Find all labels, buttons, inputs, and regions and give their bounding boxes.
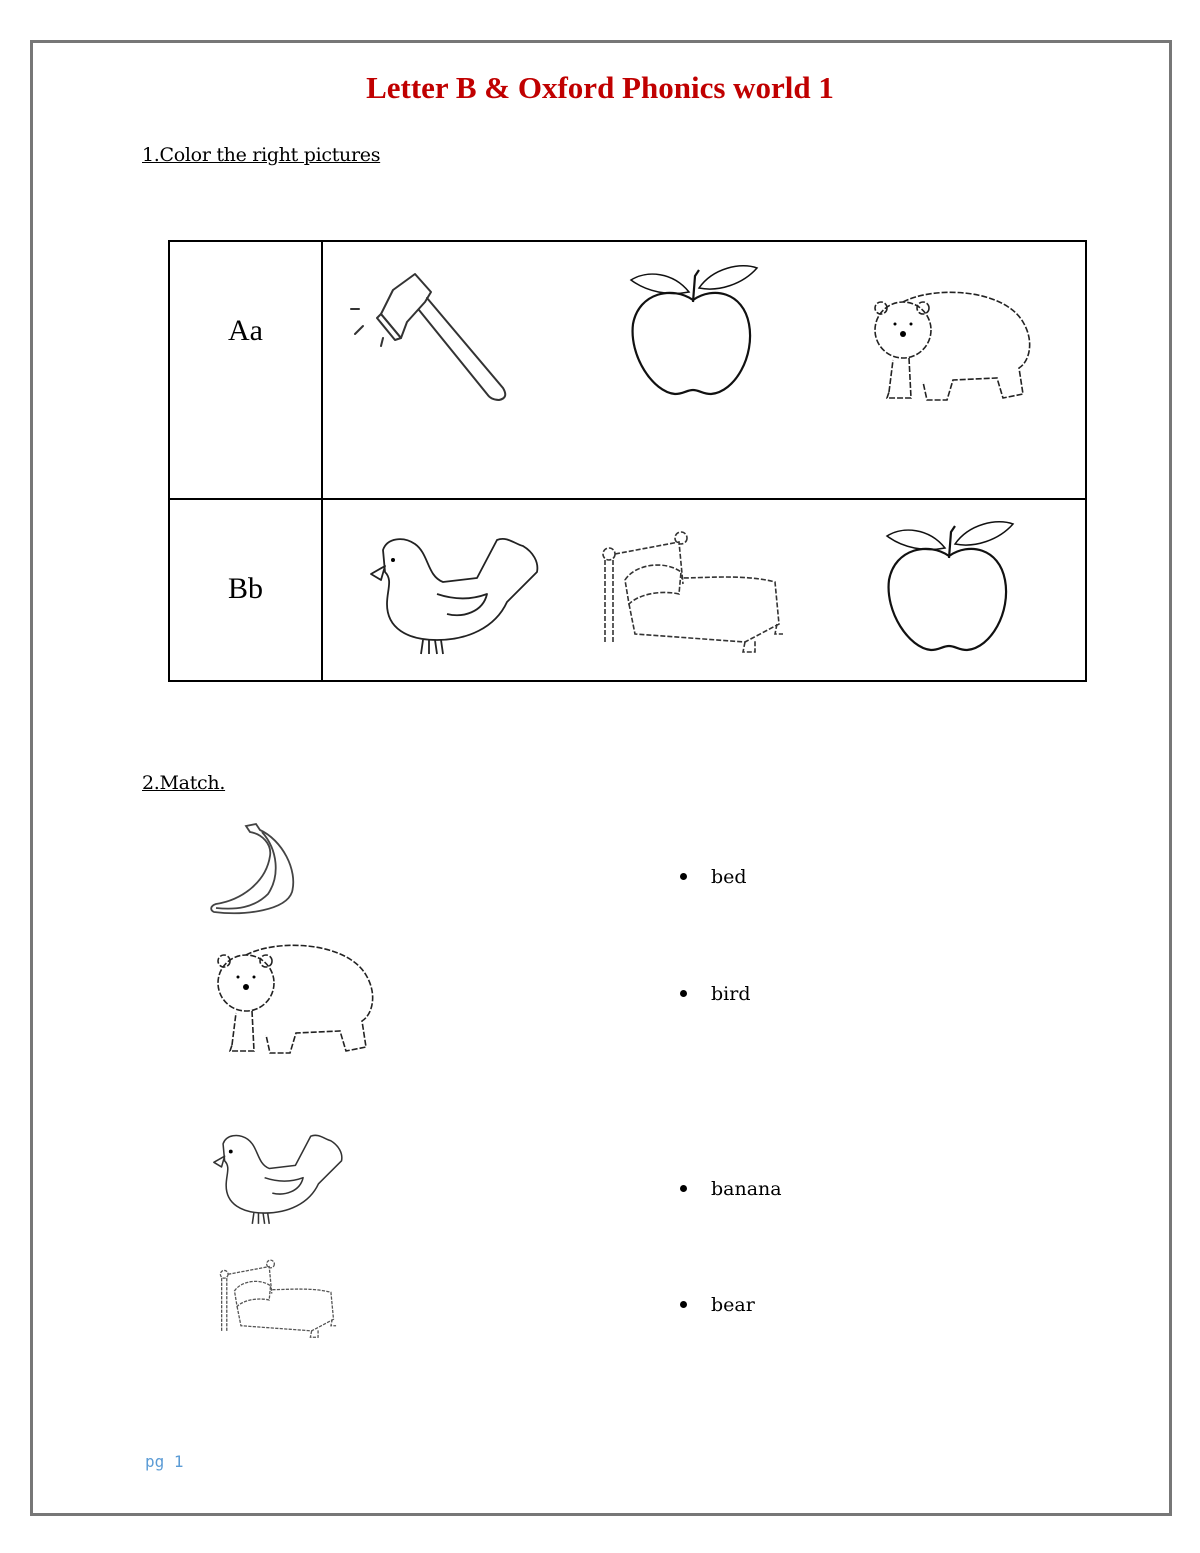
bird-picture[interactable]: [367, 532, 547, 662]
axe-picture[interactable]: [345, 266, 515, 406]
bed-picture[interactable]: [212, 1255, 347, 1349]
bullet-icon: [680, 1301, 687, 1308]
bear-picture[interactable]: [863, 282, 1043, 412]
section-2-heading: 2.Match.: [142, 772, 226, 794]
match-word-bed: bed: [680, 866, 747, 888]
bed-picture[interactable]: [595, 524, 795, 664]
match-word-banana: banana: [680, 1178, 782, 1200]
bullet-icon: [680, 990, 687, 997]
worksheet-title: Letter B & Oxford Phonics world 1: [366, 70, 834, 105]
apple-picture[interactable]: [623, 256, 763, 396]
match-word-bird: bird: [680, 983, 750, 1005]
letter-cell-bb: Bb: [169, 499, 322, 681]
bullet-icon: [680, 873, 687, 880]
bullet-icon: [680, 1185, 687, 1192]
apple-picture[interactable]: [879, 512, 1019, 652]
page-number: pg 1: [145, 1452, 184, 1471]
table-row-aa: [169, 241, 1086, 499]
pictures-cell-bb: [322, 499, 1086, 681]
letter-cell-aa: Aa: [169, 241, 322, 499]
match-word-bear: bear: [680, 1294, 755, 1316]
section-1-heading: 1.Color the right pictures: [142, 144, 381, 166]
bird-picture[interactable]: [210, 1130, 350, 1234]
table-row-bb: [169, 499, 1086, 681]
color-pictures-table: [168, 240, 1087, 682]
pictures-cell-aa: [322, 241, 1086, 499]
banana-picture[interactable]: [206, 820, 306, 924]
bear-picture[interactable]: [206, 935, 386, 1069]
